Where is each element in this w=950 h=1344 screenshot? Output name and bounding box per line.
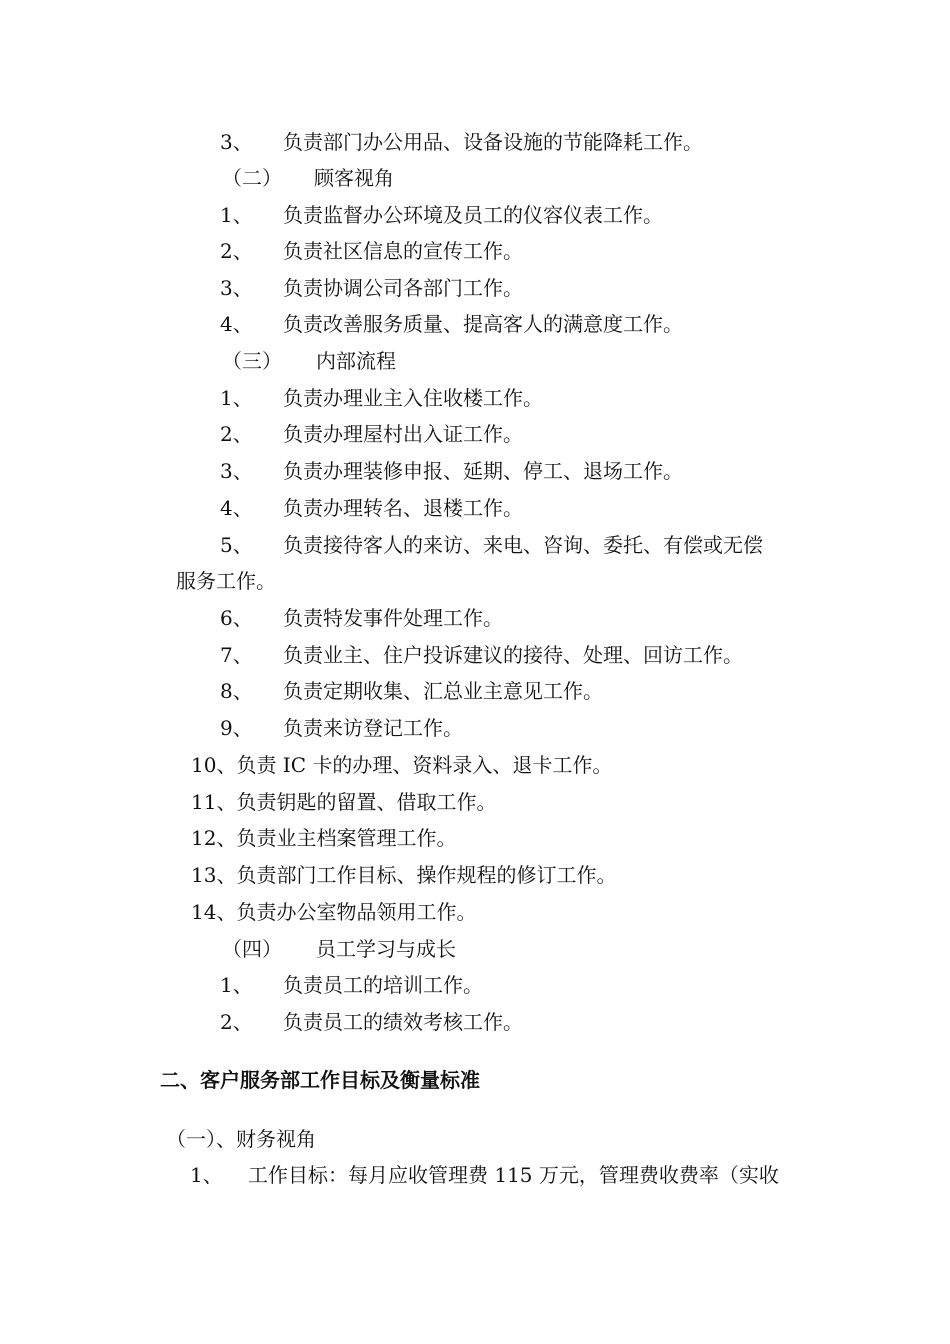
list-text: 负责社区信息的宣传工作。 (283, 239, 523, 263)
list-text: 负责员工的绩效考核工作。 (283, 1010, 523, 1034)
list-text: 11、负责钥匙的留置、借取工作。 (191, 790, 497, 814)
list-text: 负责办理转名、退楼工作。 (283, 496, 523, 520)
list-number: 5、 (220, 533, 253, 557)
sub-heading: （一）、财务视角 (166, 1127, 316, 1151)
sub-heading-text: 内部流程 (316, 349, 396, 373)
list-number: 1、 (190, 1163, 223, 1187)
list-text: 负责监督办公环境及员工的仪容仪表工作。 (283, 203, 663, 227)
list-text: 负责特发事件处理工作。 (283, 606, 503, 630)
list-text: 工作目标：每月应收管理费 115 万元，管理费收费率（实收 (248, 1163, 779, 1187)
list-text: 负责改善服务质量、提高客人的满意度工作。 (283, 312, 683, 336)
list-number: 2、 (220, 239, 253, 263)
sub-heading-number: （四） (222, 937, 282, 961)
list-text: 负责来访登记工作。 (283, 716, 463, 740)
list-text: 负责定期收集、汇总业主意见工作。 (283, 679, 603, 703)
list-text: 负责员工的培训工作。 (283, 973, 483, 997)
list-text: 服务工作。 (176, 569, 276, 593)
list-number: 8、 (220, 679, 253, 703)
list-number: 4、 (220, 496, 253, 520)
list-number: 6、 (220, 606, 253, 630)
list-text: 负责接待客人的来访、来电、咨询、委托、有偿或无偿 (283, 533, 763, 557)
sub-heading-number: （二） (222, 166, 282, 190)
list-number: 3、 (220, 459, 253, 483)
list-number: 4、 (220, 312, 253, 336)
list-number: 3、 (220, 276, 253, 300)
list-text: 负责办理业主入住收楼工作。 (283, 386, 543, 410)
list-text: 负责办理装修申报、延期、停工、退场工作。 (283, 459, 683, 483)
list-text: 12、负责业主档案管理工作。 (191, 826, 457, 850)
list-text: 13、负责部门工作目标、操作规程的修订工作。 (191, 863, 617, 887)
sub-heading-text: 顾客视角 (314, 166, 394, 190)
list-text: 负责办理屋村出入证工作。 (283, 422, 523, 446)
list-number: 9、 (220, 716, 253, 740)
sub-heading-text: 员工学习与成长 (316, 937, 456, 961)
list-text: 负责部门办公用品、设备设施的节能降耗工作。 (283, 130, 703, 154)
section-heading: 二、客户服务部工作目标及衡量标准 (160, 1068, 480, 1092)
list-text: 负责协调公司各部门工作。 (283, 276, 523, 300)
list-number: 1、 (220, 386, 253, 410)
list-number: 1、 (220, 973, 253, 997)
list-text: 14、负责办公室物品领用工作。 (191, 900, 477, 924)
list-number: 2、 (220, 422, 253, 446)
list-number: 1、 (220, 203, 253, 227)
sub-heading-number: （三） (222, 349, 282, 373)
list-number: 2、 (220, 1010, 253, 1034)
list-text: 10、负责 IC 卡的办理、资料录入、退卡工作。 (191, 753, 613, 777)
list-number: 3、 (220, 130, 253, 154)
list-text: 负责业主、住户投诉建议的接待、处理、回访工作。 (283, 643, 743, 667)
list-number: 7、 (220, 643, 253, 667)
